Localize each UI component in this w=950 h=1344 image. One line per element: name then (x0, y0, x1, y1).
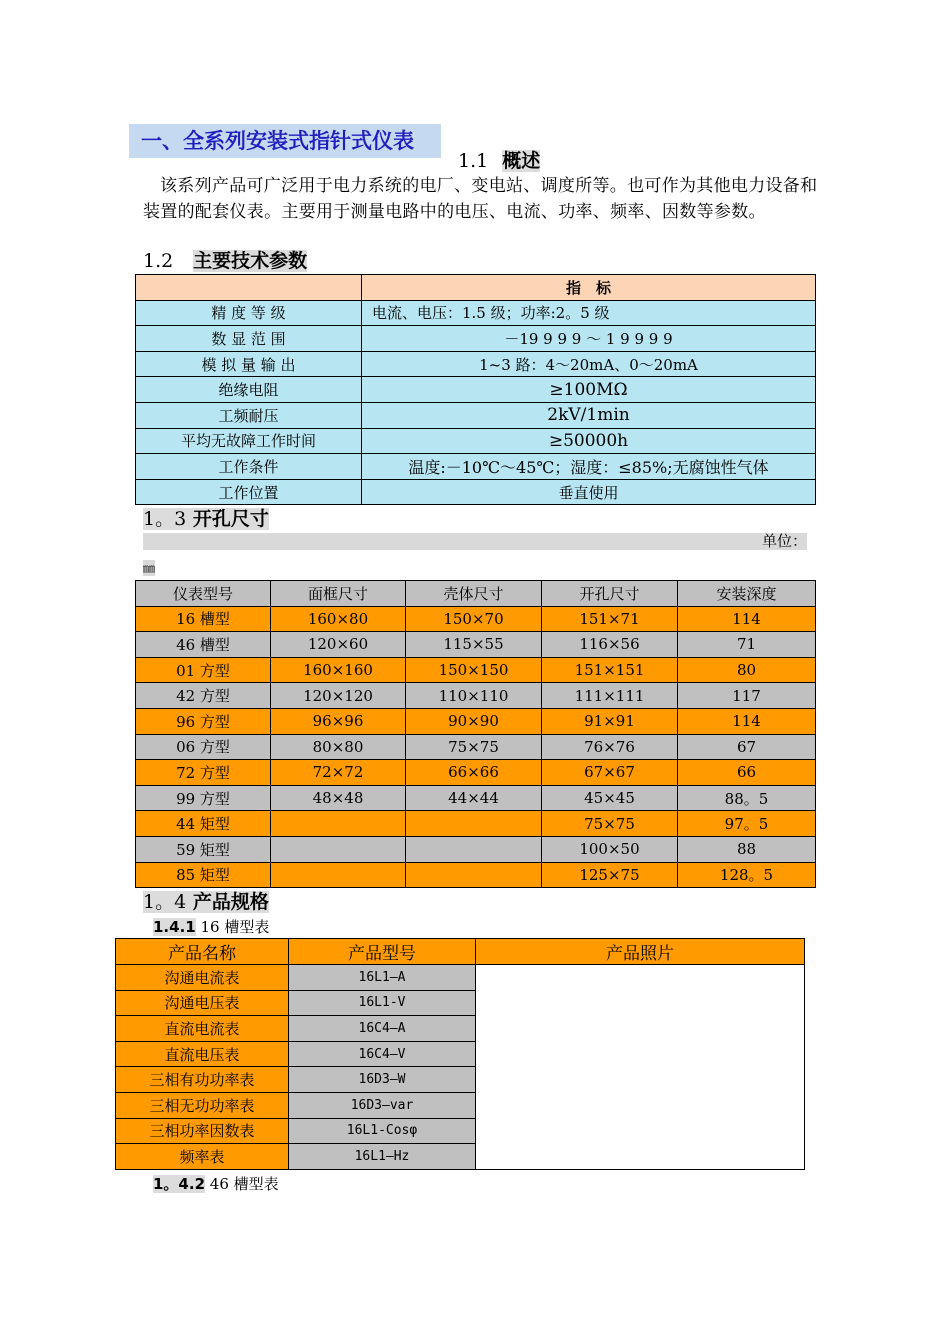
unit-bar (143, 533, 807, 550)
table-row (136, 377, 816, 403)
table-cell: 沟通电流表 (116, 965, 289, 991)
spec-table (135, 274, 816, 505)
table-cell: 频率表 (116, 1144, 289, 1170)
table-cell: 产品型号 (289, 939, 476, 965)
table-cell: 数 显 范 围 (136, 326, 362, 352)
table-row (136, 811, 816, 837)
table-cell: 16C4—V (289, 1041, 476, 1067)
table-cell: 75×75 (406, 734, 542, 760)
table-row (136, 708, 816, 734)
table-row (136, 326, 816, 352)
table-cell: 三相有功功率表 (116, 1067, 289, 1093)
table-cell: 开孔尺寸 (542, 581, 678, 607)
subsection-title: 概述 (502, 150, 541, 172)
table-cell (136, 275, 362, 301)
table-cell: 72×72 (271, 760, 406, 786)
subsection-1-1 (458, 148, 540, 174)
table-cell: 壳体尺寸 (406, 581, 542, 607)
table-cell: 117 (678, 683, 816, 709)
table-cell: 指 标 (362, 275, 816, 301)
table-cell (271, 862, 406, 888)
table-cell (406, 836, 542, 862)
table-cell: 06 方型 (136, 734, 271, 760)
table-row (136, 454, 816, 480)
table-cell: 88。5 (678, 785, 816, 811)
table-cell: 2kV/1min (362, 402, 816, 428)
table-cell: 01 方型 (136, 657, 271, 683)
table-cell: 精 度 等 级 (136, 300, 362, 326)
table-row (136, 479, 816, 505)
table-cell (406, 811, 542, 837)
table-cell: 16L1-V (289, 990, 476, 1016)
table-cell: 44×44 (406, 785, 542, 811)
table-cell (406, 862, 542, 888)
table-cell: 垂直使用 (362, 479, 816, 505)
table-cell: 三相功率因数表 (116, 1118, 289, 1144)
table-cell: 工作位置 (136, 479, 362, 505)
table-cell: ≥100MΩ (362, 377, 816, 403)
table-row (136, 300, 816, 326)
unit-label: 单位： (761, 532, 807, 550)
table-cell: 160×80 (271, 606, 406, 632)
table-cell: 72 方型 (136, 760, 271, 786)
table-cell: 99 方型 (136, 785, 271, 811)
table-cell: 110×110 (406, 683, 542, 709)
table-row (136, 836, 816, 862)
table-cell: 16D3—var (289, 1092, 476, 1118)
table-cell: 绝缘电阻 (136, 377, 362, 403)
table-cell: 沟通电压表 (116, 990, 289, 1016)
table-cell: 120×60 (271, 632, 406, 658)
table-row (136, 760, 816, 786)
overview-paragraph: 该系列产品可广泛用于电力系统的电厂、变电站、调度所等。也可作为其他电力设备和装置的配套仪表。主要用于测量电路中的电压、电流、功率、频率、因数等参数。 (143, 176, 818, 222)
product-table (115, 938, 805, 1170)
table-cell: 电流、电压：1.5 级；功率:2。5 级 (362, 300, 816, 326)
table-cell: 114 (678, 708, 816, 734)
table-cell: 114 (678, 606, 816, 632)
table-cell: 115×55 (406, 632, 542, 658)
table-cell: 温度:－10℃～45℃；湿度：≤85%;无腐蚀性气体 (362, 454, 816, 480)
table-cell: 16L1—Hz (289, 1144, 476, 1170)
table-cell: 16L1-Cosφ (289, 1118, 476, 1144)
table-cell: 产品名称 (116, 939, 289, 965)
table-cell: 66×66 (406, 760, 542, 786)
table-row (116, 965, 805, 991)
table-cell: 128。5 (678, 862, 816, 888)
table-cell: 模 拟 量 输 出 (136, 351, 362, 377)
table-cell: 116×56 (542, 632, 678, 658)
subsection-1-3: 1。3 开孔尺寸 (143, 508, 269, 530)
subsection-1-4-2: 1。4.2 46 槽型表 (153, 1175, 279, 1193)
table-cell: 160×160 (271, 657, 406, 683)
table-cell: 安装深度 (678, 581, 816, 607)
table-cell (271, 836, 406, 862)
table-row (136, 402, 816, 428)
table-cell: 80 (678, 657, 816, 683)
subsection-1-2: 1.2 主要技术参数 (143, 250, 308, 272)
table-cell: 97。5 (678, 811, 816, 837)
section-heading: 一、全系列安装式指针式仪表 (129, 124, 441, 158)
table-cell: 45×45 (542, 785, 678, 811)
table-cell: 71 (678, 632, 816, 658)
table-cell: 59 矩型 (136, 836, 271, 862)
table-cell: 67 (678, 734, 816, 760)
table-cell: 直流电流表 (116, 1016, 289, 1042)
table-cell: 16L1—A (289, 965, 476, 991)
subsection-1-4-1: 1.4.1 16 槽型表 (153, 918, 270, 936)
table-row (136, 428, 816, 454)
table-cell: 产品照片 (476, 939, 805, 965)
table-cell: 100×50 (542, 836, 678, 862)
table-cell: 85 矩型 (136, 862, 271, 888)
table-row (136, 683, 816, 709)
table-row (136, 632, 816, 658)
table-cell: 76×76 (542, 734, 678, 760)
table-cell: 16 槽型 (136, 606, 271, 632)
table-cell: 面框尺寸 (271, 581, 406, 607)
table-cell: 1~3 路：4～20mA、0～20mA (362, 351, 816, 377)
table-cell: 88 (678, 836, 816, 862)
table-cell (271, 811, 406, 837)
table-cell: 工频耐压 (136, 402, 362, 428)
table-row (136, 734, 816, 760)
table-cell: 67×67 (542, 760, 678, 786)
table-cell: 16D3—W (289, 1067, 476, 1093)
table-cell: 151×151 (542, 657, 678, 683)
table-cell: 151×71 (542, 606, 678, 632)
table-cell: 96×96 (271, 708, 406, 734)
table-cell: 48×48 (271, 785, 406, 811)
table-cell: 80×80 (271, 734, 406, 760)
table-cell: 96 方型 (136, 708, 271, 734)
table-cell: 90×90 (406, 708, 542, 734)
table-cell: 仪表型号 (136, 581, 271, 607)
unit-mm: ㎜ (143, 561, 156, 575)
product-photo-cell (476, 965, 805, 1170)
table-cell: －19 9 9 9 ～ 1 9 9 9 9 (362, 326, 816, 352)
table-cell: 120×120 (271, 683, 406, 709)
table-cell: 16C4—A (289, 1016, 476, 1042)
table-cell: 150×150 (406, 657, 542, 683)
table-cell: 工作条件 (136, 454, 362, 480)
table-cell: 三相无功功率表 (116, 1092, 289, 1118)
table-header-row (116, 939, 805, 965)
table-cell: 125×75 (542, 862, 678, 888)
table-header-row (136, 581, 816, 607)
size-table (135, 580, 816, 888)
table-cell: 44 矩型 (136, 811, 271, 837)
table-cell: 42 方型 (136, 683, 271, 709)
table-cell: ≥50000h (362, 428, 816, 454)
table-cell: 75×75 (542, 811, 678, 837)
table-cell: 91×91 (542, 708, 678, 734)
table-cell: 平均无故障工作时间 (136, 428, 362, 454)
table-row (136, 657, 816, 683)
table-cell: 66 (678, 760, 816, 786)
table-row (136, 862, 816, 888)
subsection-1-4: 1。4 产品规格 (143, 891, 269, 913)
table-row (136, 606, 816, 632)
table-row (136, 351, 816, 377)
table-cell: 150×70 (406, 606, 542, 632)
table-cell: 111×111 (542, 683, 678, 709)
table-row (136, 785, 816, 811)
subsection-number: 1.1 (458, 150, 489, 172)
table-cell: 直流电压表 (116, 1041, 289, 1067)
table-cell: 46 槽型 (136, 632, 271, 658)
